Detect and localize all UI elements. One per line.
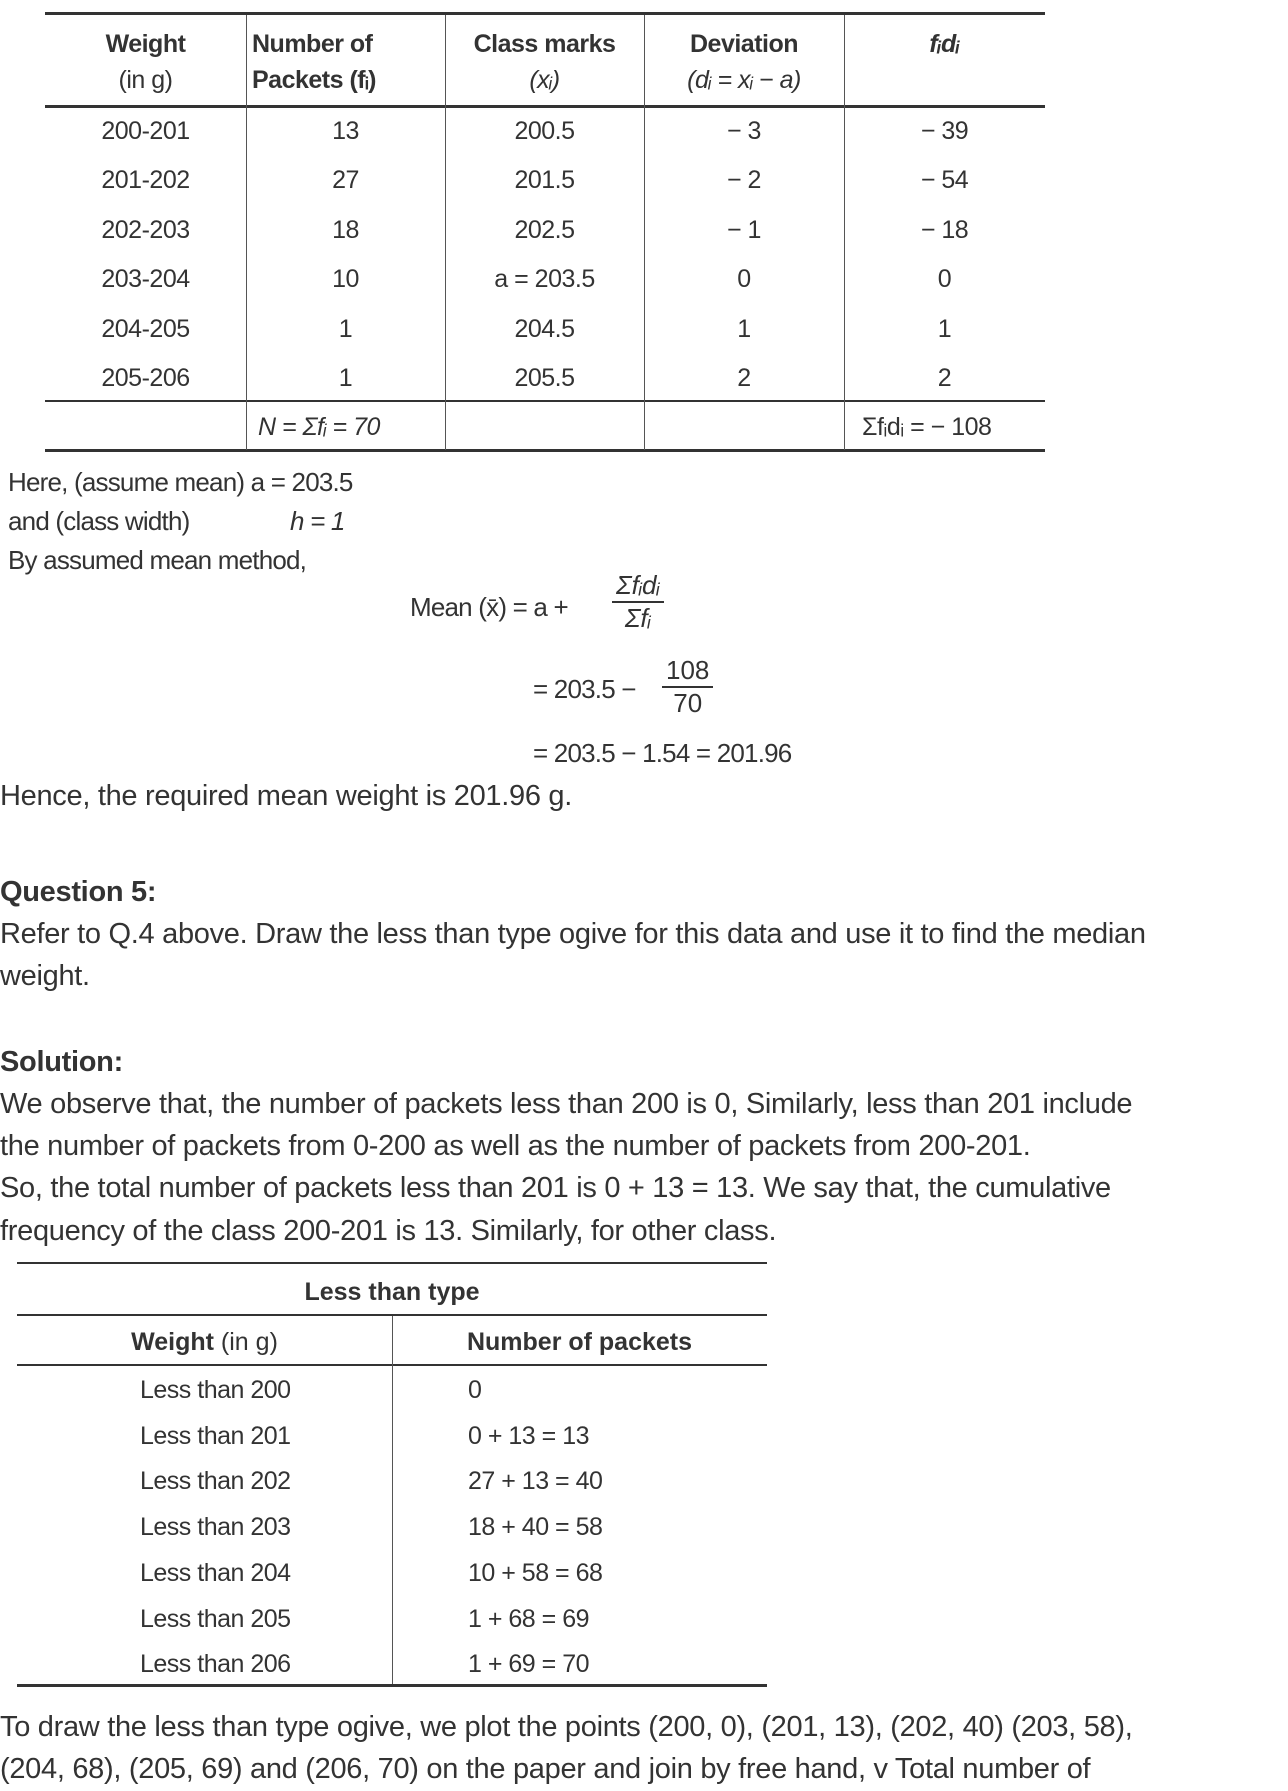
fraction-numerator: 108 (662, 655, 713, 688)
step2-fraction (662, 655, 713, 719)
question-text: Refer to Q.4 above. Draw the less than type ogive for this data and use it to find the median (0, 918, 1146, 950)
fraction-numerator: Σfᵢdᵢ (612, 570, 664, 603)
header-weight-bold: Weight (131, 1328, 214, 1356)
cell-fd: 2 (937, 364, 952, 392)
cell-packets: 0 (468, 1376, 482, 1404)
cell-weight: 201-202 (101, 166, 190, 195)
cell-weight: Less than 205 (140, 1604, 291, 1633)
fraction-denominator: Σfᵢ (624, 603, 651, 633)
solution-text: frequency of the class 200-201 is 13. Similarly, for other class. (0, 1215, 777, 1247)
header-class-marks: Class marks (xᵢ) (473, 30, 616, 94)
mean-formula-fraction (612, 570, 664, 634)
header-deviation: Deviation (dᵢ = xᵢ − a) (687, 30, 801, 94)
total-fd: Σfᵢdᵢ = − 108 (862, 413, 992, 441)
cell-fd: − 54 (920, 166, 969, 195)
table-rule (45, 449, 1045, 452)
cell-packets: 10 + 58 = 68 (468, 1558, 603, 1587)
mean-conclusion: Hence, the required mean weight is 201.96 g. (0, 780, 572, 812)
solution-text: So, the total number of packets less than 201 is 0 + 13 = 13. We say that, the cumulative (0, 1172, 1111, 1204)
closing-text: To draw the less than type ogive, we plot the points (200, 0), (201, 13), (202, 40) (203, 58), (0, 1711, 1133, 1743)
column-divider (392, 1316, 393, 1685)
header-packets: Number of packets (466, 1328, 693, 1356)
header-weight (17, 1328, 392, 1357)
cell-deviation: 1 (737, 314, 751, 343)
total-n: N = Σfᵢ = 70 (258, 413, 380, 441)
table-rule (45, 105, 1045, 108)
cell-packets: 13 (332, 117, 359, 145)
class-width-label: and (class width) (8, 506, 190, 536)
cell-packets: 18 (332, 215, 359, 244)
solution-heading: Solution: (0, 1046, 123, 1078)
cell-weight: Less than 202 (140, 1467, 291, 1496)
question-heading: Question 5: (0, 876, 157, 908)
step2-lhs: = 203.5 − (533, 674, 636, 704)
solution-text: We observe that, the number of packets less than 200 is 0, Similarly, less than 201 include (0, 1088, 1133, 1120)
table-rule (17, 1262, 767, 1264)
cell-weight: 202-203 (101, 215, 190, 244)
cell-packets: 27 (332, 166, 359, 195)
cell-packets: 18 + 40 = 58 (468, 1513, 603, 1542)
cell-class-mark: 205.5 (514, 364, 575, 392)
cell-weight: Less than 201 (140, 1421, 291, 1450)
cell-weight: Less than 206 (140, 1650, 291, 1679)
cell-weight: Less than 200 (140, 1376, 291, 1404)
cell-class-mark: 204.5 (514, 314, 575, 343)
cell-fd: 0 (937, 265, 952, 294)
cell-deviation: 0 (737, 265, 751, 294)
fraction-denominator: 70 (673, 688, 703, 718)
cell-fd: − 39 (920, 117, 969, 145)
cell-class-mark: 200.5 (514, 117, 575, 145)
cell-packets: 0 + 13 = 13 (468, 1421, 590, 1450)
table-rule (45, 12, 1045, 15)
cell-deviation: − 2 (727, 166, 761, 195)
cell-packets: 10 (332, 265, 359, 294)
cell-packets: 1 (338, 364, 353, 392)
cell-deviation: − 3 (727, 117, 761, 145)
cell-class-mark: a = 203.5 (494, 265, 595, 294)
cell-weight: 200-201 (101, 117, 190, 145)
cell-packets: 27 + 13 = 40 (468, 1467, 603, 1496)
cell-weight: 203-204 (101, 265, 190, 294)
solution-text: the number of packets from 0-200 as well as the number of packets from 200-201. (0, 1130, 1031, 1162)
table-title: Less than type (304, 1278, 480, 1306)
closing-text: (204, 68), (205, 69) and (206, 70) on the paper and join by free hand, v Total number of (0, 1753, 1091, 1785)
cell-class-mark: 202.5 (514, 215, 575, 244)
question-text: weight. (0, 960, 90, 992)
mean-formula-lhs: Mean (x̄) = a + (410, 592, 568, 622)
assumed-mean-line: Here, (assume mean) a = 203.5 (8, 467, 353, 497)
cell-packets: 1 + 69 = 70 (468, 1650, 590, 1679)
class-width-value: h = 1 (290, 506, 345, 536)
cell-weight: Less than 204 (140, 1558, 291, 1587)
cell-deviation: 2 (737, 364, 751, 392)
step3: = 203.5 − 1.54 = 201.96 (533, 738, 792, 768)
cell-fd: − 18 (920, 215, 969, 244)
cell-weight: Less than 203 (140, 1513, 291, 1542)
header-weight-unit: (in g) (213, 1328, 278, 1356)
cell-packets: 1 + 68 = 69 (468, 1604, 590, 1633)
cell-packets: 1 (338, 314, 353, 343)
cell-deviation: − 1 (727, 215, 761, 244)
header-packets: Number of Packets (fᵢ) (252, 30, 376, 94)
cell-weight: 204-205 (101, 314, 190, 343)
cell-class-mark: 201.5 (514, 166, 575, 195)
cell-weight: 205-206 (101, 364, 190, 392)
header-fd: fᵢdᵢ (929, 30, 960, 58)
table-rule (17, 1684, 767, 1687)
method-line: By assumed mean method, (8, 545, 307, 575)
table-rule (45, 400, 1045, 402)
cell-fd: 1 (937, 314, 952, 343)
header-weight: Weight (in g) (105, 30, 186, 94)
